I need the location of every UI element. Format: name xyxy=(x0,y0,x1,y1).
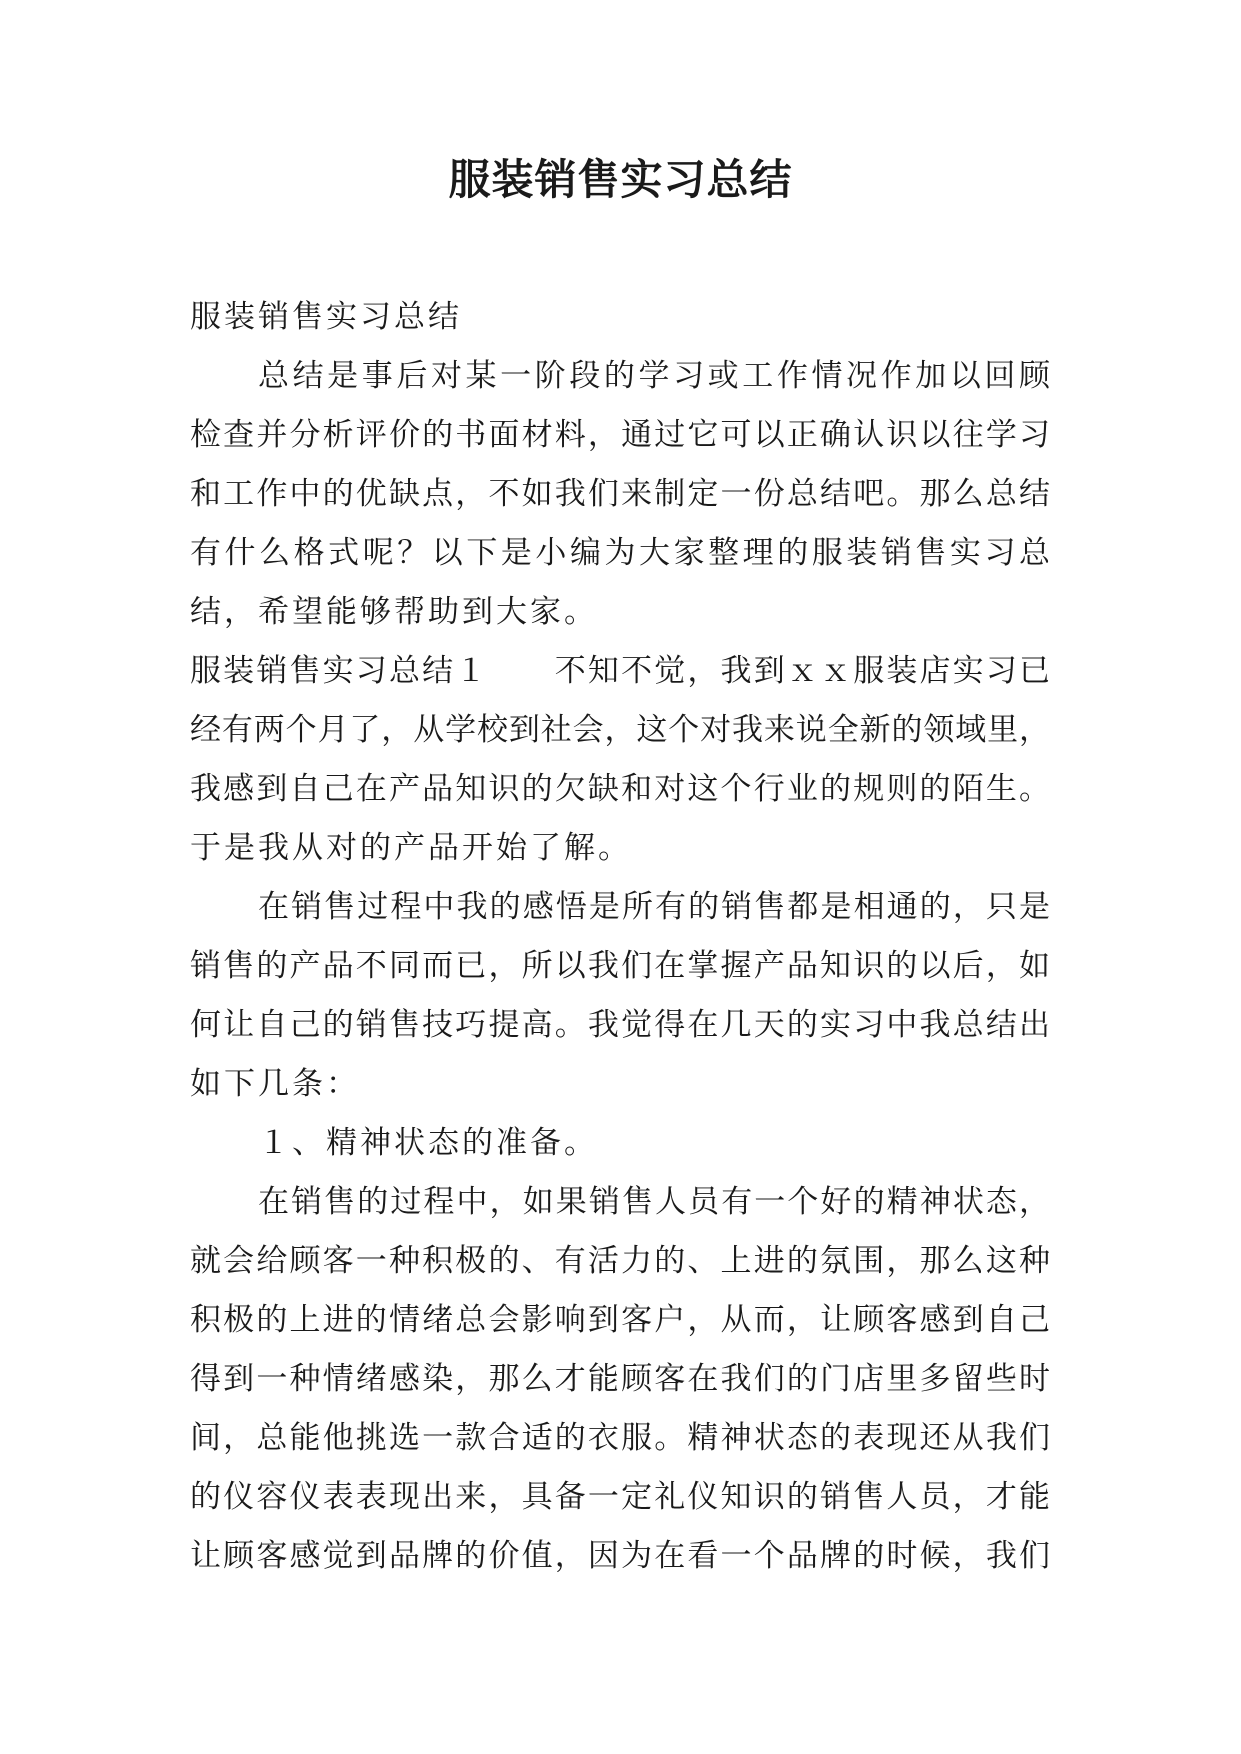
text-line: 何让自己的销售技巧提高。我觉得在几天的实习中我总结出 xyxy=(190,1007,1050,1043)
text-line: 有什么格式呢？以下是小编为大家整理的服装销售实习总 xyxy=(190,535,1050,571)
text-line: 我感到自己在产品知识的欠缺和对这个行业的规则的陌生。 xyxy=(190,771,1050,807)
text-line: 就会给顾客一种积极的、有活力的、上进的氛围，那么这种 xyxy=(190,1243,1050,1279)
text-line: 经有两个月了，从学校到社会，这个对我来说全新的领域里， xyxy=(190,712,1050,748)
text-line: 间，总能他挑选一款合适的衣服。精神状态的表现还从我们 xyxy=(190,1420,1050,1456)
text-line: 服装销售实习总结１ 不知不觉，我到ｘｘ服装店实习已 xyxy=(190,653,1050,689)
document-body xyxy=(190,288,1050,1586)
text-line: 总结是事后对某一阶段的学习或工作情况作加以回顾 xyxy=(258,358,1050,394)
text-line: 得到一种情绪感染，那么才能顾客在我们的门店里多留些时 xyxy=(190,1361,1050,1397)
text-line: 和工作中的优缺点，不如我们来制定一份总结吧。那么总结 xyxy=(190,476,1050,512)
text-line: 如下几条： xyxy=(190,1066,360,1102)
text-line: 结，希望能够帮助到大家。 xyxy=(190,594,598,630)
text-line: 检查并分析评价的书面材料，通过它可以正确认识以往学习 xyxy=(190,417,1050,453)
text-line: 于是我从对的产品开始了解。 xyxy=(190,830,632,866)
text-line: 在销售过程中我的感悟是所有的销售都是相通的，只是 xyxy=(258,889,1050,925)
text-line: 销售的产品不同而已，所以我们在掌握产品知识的以后，如 xyxy=(190,948,1050,984)
text-line: 积极的上进的情绪总会影响到客户，从而，让顾客感到自己 xyxy=(190,1302,1050,1338)
text-line: 让顾客感觉到品牌的价值，因为在看一个品牌的时候，我们 xyxy=(190,1538,1050,1574)
document-title: 服装销售实习总结 xyxy=(448,155,793,204)
text-line: 的仪容仪表表现出来，具备一定礼仪知识的销售人员，才能 xyxy=(190,1479,1050,1515)
text-line: 在销售的过程中，如果销售人员有一个好的精神状态， xyxy=(258,1184,1050,1220)
text-line: 服装销售实习总结 xyxy=(190,299,462,335)
text-line: １、精神状态的准备。 xyxy=(258,1125,598,1161)
